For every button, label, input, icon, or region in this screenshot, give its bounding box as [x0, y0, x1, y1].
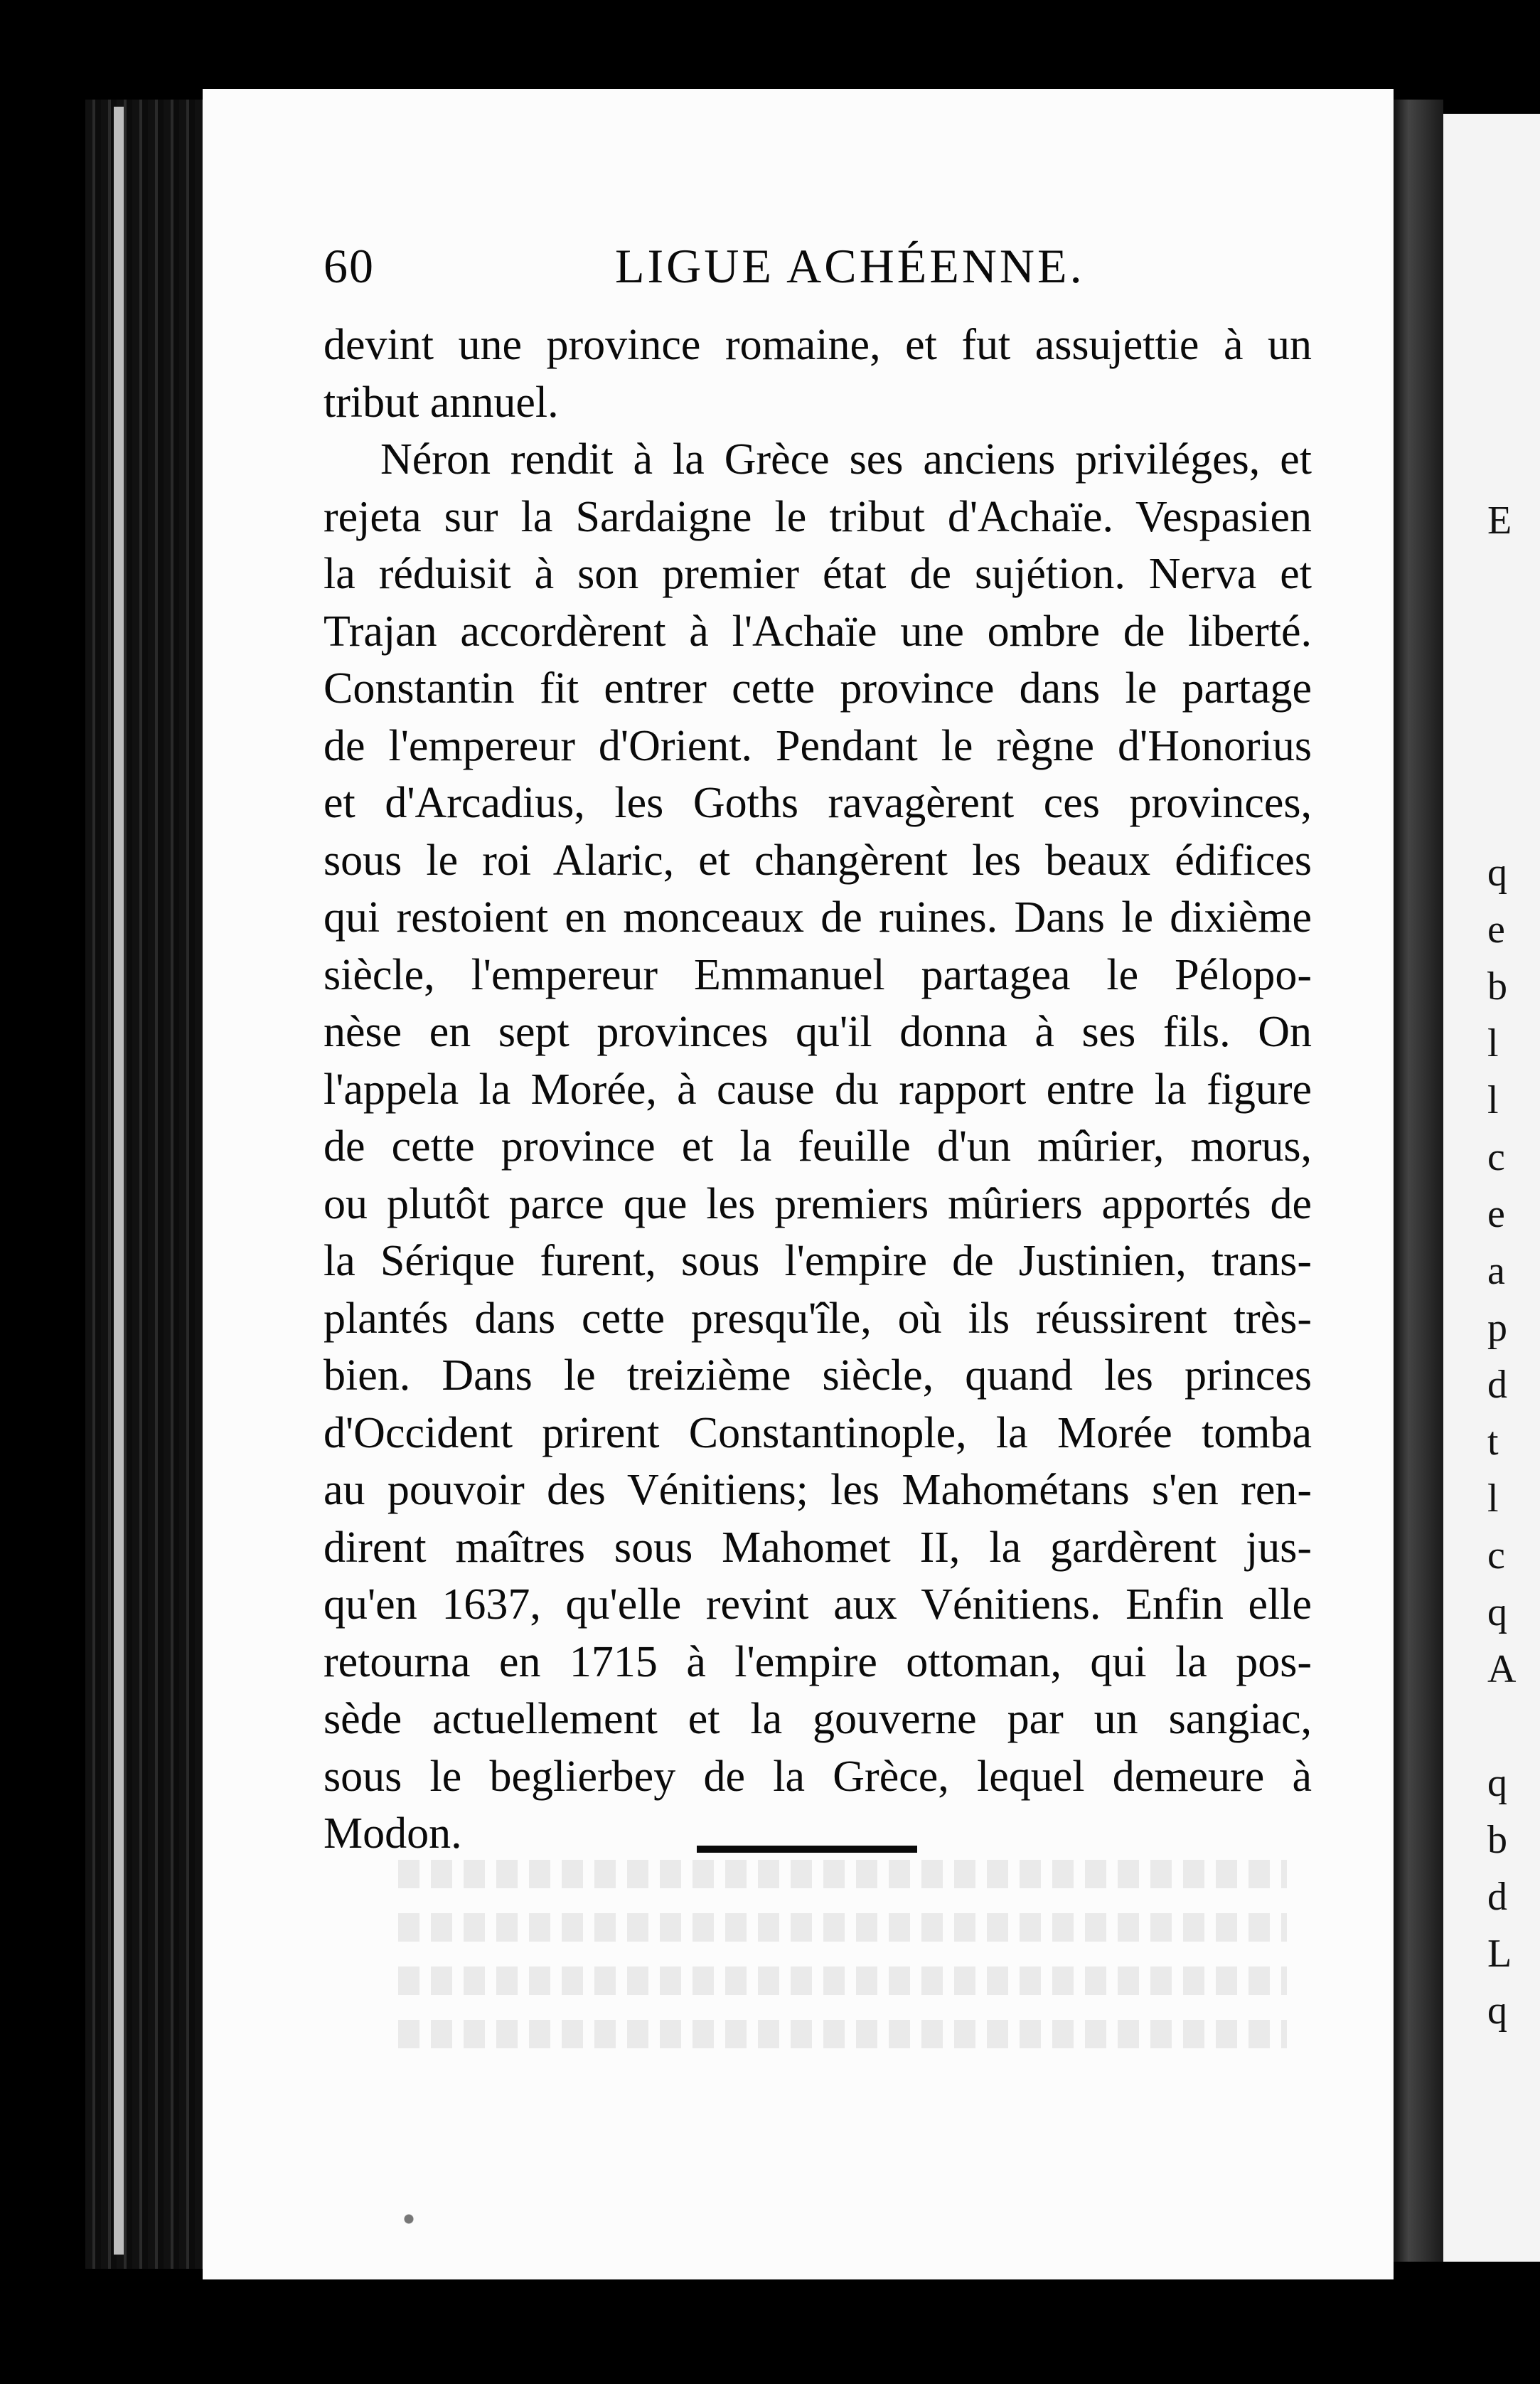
text-line: rejeta sur la Sardaigne le tribut d'Achaïe. Vespasien	[323, 492, 1312, 541]
text-line: la réduisit à son premier état de sujétion. Nerva et	[323, 550, 1312, 598]
text-line: devint une province romaine, et fut assujettie à un	[323, 321, 1312, 369]
fragment: d	[1487, 1363, 1507, 1407]
running-title: LIGUE ACHÉENNE.	[615, 239, 1085, 293]
page-stack-edge	[114, 107, 124, 2255]
fragment: q	[1487, 1590, 1507, 1634]
paper-speck	[398, 2205, 419, 2233]
fragment: b	[1487, 964, 1507, 1009]
text-line: d'Occident prirent Constantinople, la Morée tomba	[323, 1408, 1312, 1457]
fragment: e	[1487, 908, 1505, 952]
fragment: b	[1487, 1818, 1507, 1862]
page-header	[323, 238, 1333, 309]
fragment: d	[1487, 1875, 1507, 1919]
text-line: tribut annuel.	[323, 378, 559, 427]
fragment: A	[1487, 1647, 1517, 1691]
text-line: Constantin fit entrer cette province dans le partage	[323, 664, 1312, 713]
text-line: et d'Arcadius, les Goths ravagèrent ces provinces,	[323, 779, 1312, 827]
text-line: bien. Dans le treizième siècle, quand les princes	[323, 1351, 1312, 1400]
text-line: Trajan accordèrent à l'Achaïe une ombre de liberté.	[323, 607, 1312, 656]
text-line: qui restoient en monceaux de ruines. Dans le dixième	[323, 893, 1312, 942]
fragment: q	[1487, 851, 1507, 895]
bleed-through-text	[398, 2020, 1287, 2048]
fragment: e	[1487, 1192, 1505, 1236]
fragment: q	[1487, 1761, 1507, 1805]
text-line: qu'en 1637, qu'elle revint aux Vénitiens. Enfin elle	[323, 1580, 1312, 1629]
gutter-shadow	[1394, 100, 1443, 2262]
bleed-through-text	[398, 1967, 1287, 1995]
text-line: dirent maîtres sous Mahomet II, la gardèrent jus-	[323, 1523, 1312, 1572]
bleed-through-text	[398, 1913, 1287, 1942]
bleed-through-text	[398, 1860, 1287, 1888]
fragment: l	[1487, 1476, 1499, 1521]
section-end-rule	[697, 1846, 917, 1853]
text-line: la Sérique furent, sous l'empire de Justinien, trans-	[323, 1237, 1312, 1285]
book-binding-edge	[85, 100, 206, 2269]
fragment: p	[1487, 1306, 1507, 1350]
text-line: sous le beglierbey de la Grèce, lequel demeure à	[323, 1752, 1312, 1801]
text-line: Modon.	[323, 1809, 462, 1858]
page-number: 60	[323, 239, 375, 293]
text-line: ou plutôt parce que les premiers mûriers apportés de	[323, 1179, 1312, 1228]
text-line: l'appela la Morée, à cause du rapport entre la figure	[323, 1065, 1312, 1114]
fragment: E	[1487, 499, 1512, 543]
fragment: l	[1487, 1021, 1499, 1065]
text-line: siècle, l'empereur Emmanuel partagea le Pélopo-	[323, 950, 1312, 999]
fragment: L	[1487, 1932, 1512, 1976]
body-text	[323, 316, 1312, 1863]
text-line: de l'empereur d'Orient. Pendant le règne d'Honorius	[323, 721, 1312, 770]
text-line: nèse en sept provinces qu'il donna à ses fils. On	[323, 1008, 1312, 1056]
text-line: sous le roi Alaric, et changèrent les beaux édifices	[323, 836, 1312, 885]
fragment: a	[1487, 1249, 1505, 1293]
text-line: Néron rendit à la Grèce ses anciens priviléges, et	[380, 435, 1312, 484]
facing-page-text-fragments	[1487, 0, 1540, 2384]
text-line: de cette province et la feuille d'un mûrier, morus,	[323, 1122, 1312, 1171]
text-line: au pouvoir des Vénitiens; les Mahométans s'en ren-	[323, 1466, 1312, 1514]
fragment: t	[1487, 1420, 1499, 1464]
text-line: retourna en 1715 à l'empire ottoman, qui la pos-	[323, 1637, 1312, 1686]
fragment: c	[1487, 1135, 1505, 1179]
text-line: plantés dans cette presqu'île, où ils réussirent très-	[323, 1294, 1312, 1343]
fragment: l	[1487, 1078, 1499, 1122]
fragment: c	[1487, 1533, 1505, 1577]
fragment: q	[1487, 1989, 1507, 2033]
text-line: sède actuellement et la gouverne par un sangiac,	[323, 1695, 1312, 1743]
